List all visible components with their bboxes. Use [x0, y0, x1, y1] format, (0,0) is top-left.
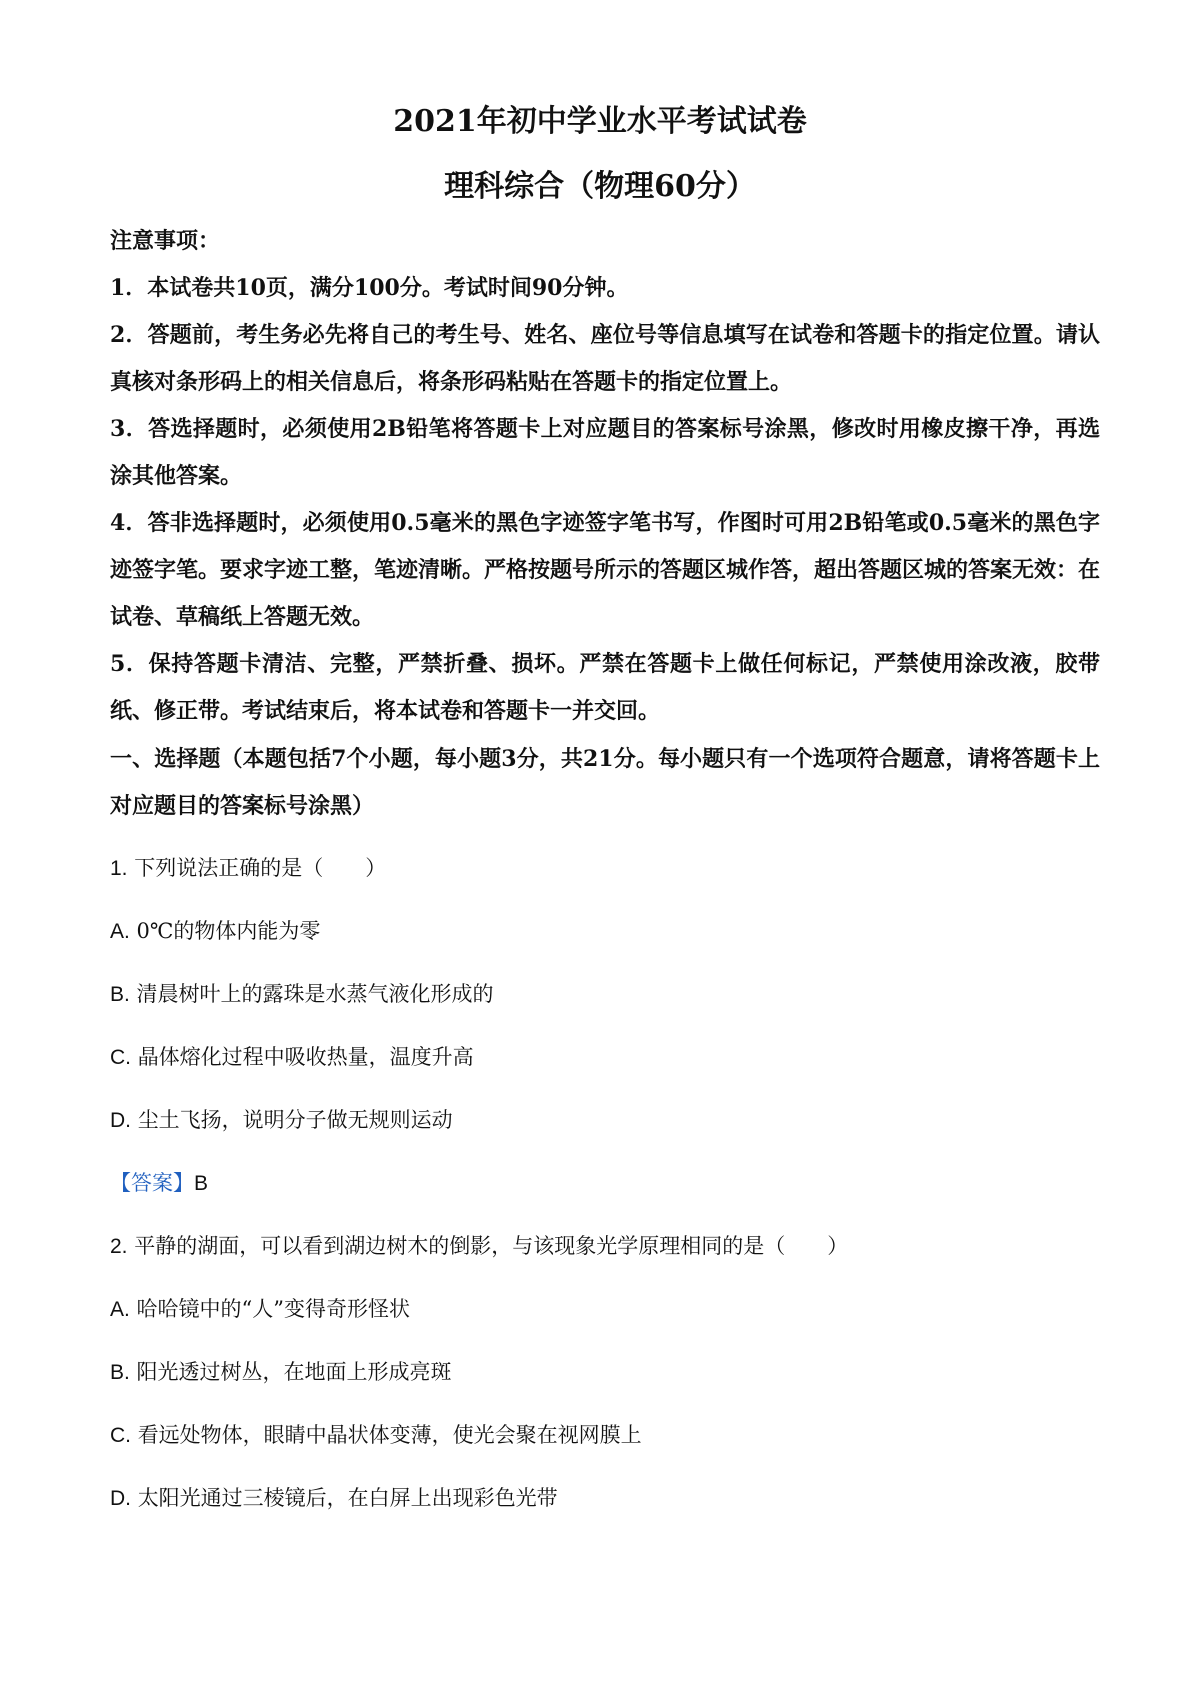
answer-tag: 【答案】 [110, 1171, 194, 1195]
question-2-text: 平静的湖面，可以看到湖边树木的倒影，与该现象光学原理相同的是（ ） [134, 1234, 849, 1258]
question-2-option-b [110, 1357, 1100, 1388]
option-label: B. [110, 983, 130, 1006]
question-1-answer [110, 1168, 1100, 1199]
answer-value: B [194, 1172, 209, 1195]
option-text: 哈哈镜中的“人”变得奇形怪状 [136, 1297, 411, 1321]
option-text: 阳光透过树丛，在地面上形成亮斑 [136, 1360, 452, 1384]
option-text: 清晨树叶上的露珠是水蒸气液化形成的 [136, 982, 494, 1006]
exam-subtitle: 理科综合（物理60分） [444, 169, 756, 204]
exam-title: 2021年初中学业水平考试试卷 [393, 104, 807, 139]
question-2-option-a [110, 1294, 1100, 1325]
notice-item-4: 4．答非选择题时，必须使用0.5毫米的黑色字迹签字笔书写，作图时可用2B铅笔或0.5毫米的黑色字迹签字笔。要求字迹工整，笔迹清晰。严格按题号所示的答题区城作答，超出答题区城的答案无效：在试卷、草稿纸上答题无效。 [110, 510, 1101, 630]
option-text: 看远处物体，眼睛中晶状体变薄，使光会聚在视网膜上 [137, 1423, 642, 1447]
option-label: D. [110, 1487, 131, 1510]
option-text: 0℃的物体内能为零 [136, 919, 321, 943]
option-label: A. [110, 920, 130, 943]
question-1-number: 1. [110, 857, 128, 880]
option-text: 尘土飞扬，说明分子做无规则运动 [137, 1108, 453, 1132]
question-2-option-c [110, 1420, 1100, 1451]
option-label: D. [110, 1109, 131, 1132]
question-2-number: 2. [110, 1235, 128, 1258]
option-label: B. [110, 1361, 130, 1384]
notice-heading: 注意事项： [110, 228, 221, 254]
question-2-stem [110, 1231, 1100, 1262]
question-1-option-c [110, 1042, 1100, 1073]
question-1-option-a [110, 916, 1100, 947]
notice-item-2: 2．答题前，考生务必先将自己的考生号、姓名、座位号等信息填写在试卷和答题卡的指定位置。请认真核对条形码上的相关信息后，将条形码粘贴在答题卡的指定位置上。 [110, 322, 1100, 395]
option-label: A. [110, 1298, 130, 1321]
question-1-option-b [110, 979, 1100, 1010]
question-1-text: 下列说法正确的是（ ） [134, 856, 387, 880]
notice-list [110, 265, 1100, 735]
question-2-option-d [110, 1483, 1100, 1514]
option-text: 太阳光通过三棱镜后，在白屏上出现彩色光带 [137, 1486, 558, 1510]
section-heading: 一、选择题（本题包括7个小题，每小题3分，共21分。每小题只有一个选项符合题意，请将答题卡上对应题目的答案标号涂黑） [110, 746, 1100, 819]
notice-item-5: 5．保持答题卡清洁、完整，严禁折叠、损坏。严禁在答题卡上做任何标记，严禁使用涂改液，胶带纸、修正带。考试结束后，将本试卷和答题卡一并交回。 [110, 651, 1100, 724]
question-1-option-d [110, 1105, 1100, 1136]
option-label: C. [110, 1424, 131, 1447]
option-text: 晶体熔化过程中吸收热量，温度升高 [137, 1045, 474, 1069]
option-label: C. [110, 1046, 131, 1069]
notice-item-1: 1．本试卷共10页，满分100分。考试时间90分钟。 [110, 275, 629, 301]
question-1-stem [110, 853, 1100, 884]
notice-item-3: 3．答选择题时，必须使用2B铅笔将答题卡上对应题目的答案标号涂黑，修改时用橡皮擦干净，再选涂其他答案。 [110, 416, 1100, 489]
